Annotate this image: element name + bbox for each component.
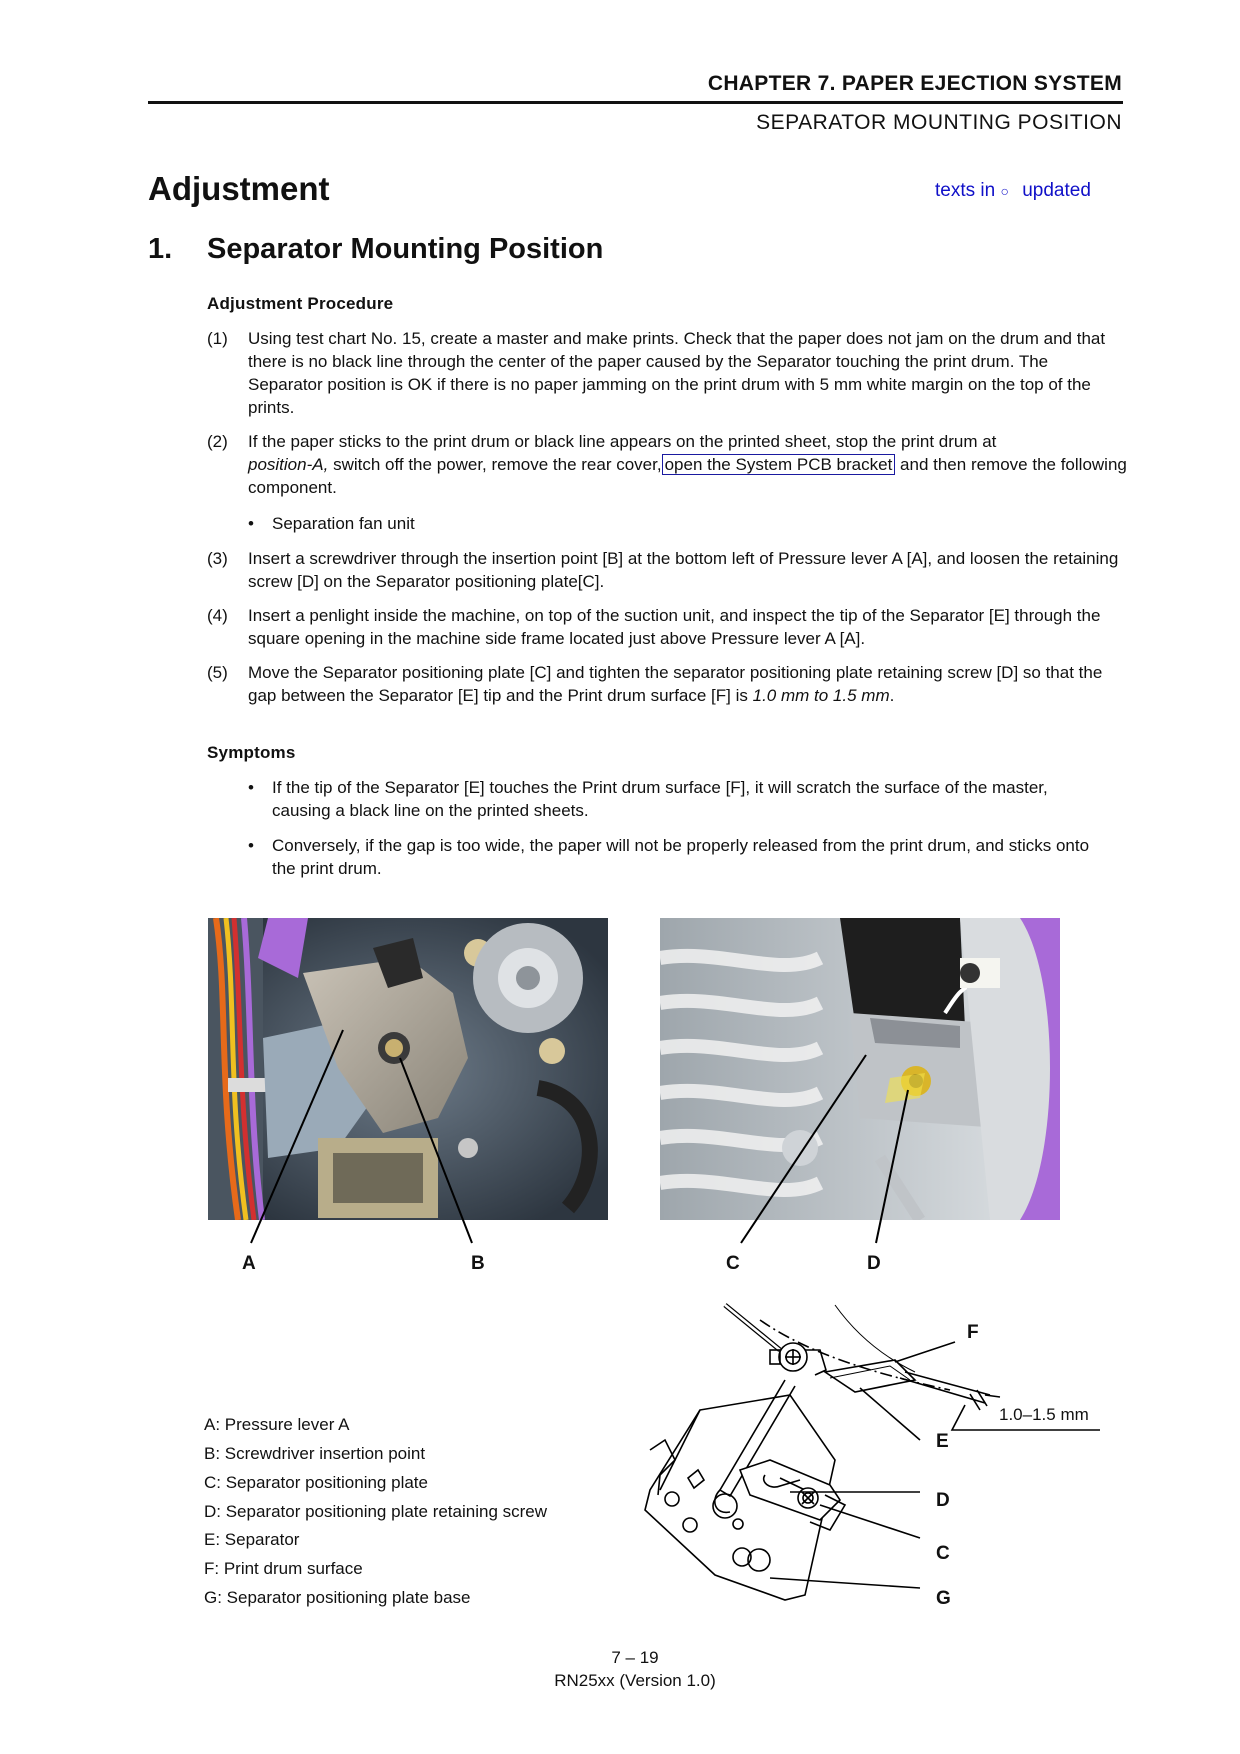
diagram-label-g: G xyxy=(936,1588,951,1609)
bullet-icon: • xyxy=(248,514,254,533)
component-bullet: • Separation fan unit xyxy=(248,514,415,533)
symptom-item: • Conversely, if the gap is too wide, the paper will not be properly released from the print drum, and sticks onto the print drum. xyxy=(248,836,1090,878)
legend-item-d: D: Separator positioning plate retaining screw xyxy=(204,1502,548,1521)
separator-diagram xyxy=(630,1300,1130,1620)
step-text: If the paper sticks to the print drum or black line appears on the printed sheet, stop the print drum at position-A, switch off the power, remove the rear cover, open the System PCB bracket and then remove the following component. xyxy=(248,432,1127,497)
step-text: Insert a penlight inside the machine, on top of the suction unit, and inspect the tip of the Separator [E] through the square opening in the machine side frame located just above Pressure lever A [A]. xyxy=(248,606,1101,648)
diagram-label-d: D xyxy=(936,1490,950,1511)
gap-dimension-label: 1.0–1.5 mm xyxy=(999,1405,1089,1424)
circle-marker-icon: ○ xyxy=(1000,183,1009,199)
heading-text: Separator Mounting Position xyxy=(207,233,604,265)
legend-item-c: C: Separator positioning plate xyxy=(204,1473,428,1492)
photo-label-c: C xyxy=(726,1253,740,1274)
heading-number: 1. xyxy=(148,233,173,265)
update-note-prefix: texts in xyxy=(935,180,996,201)
legend-item-g: G: Separator positioning plate base xyxy=(204,1588,471,1607)
step-text: Using test chart No. 15, create a master and make prints. Check that the paper does not jam on the drum and that there is no black line through the center of the paper caused by the Separator touching the print drum. The Separator position is OK if there is no paper jamming on the print drum with 5 mm white margin on the top of the prints. xyxy=(248,329,1106,417)
legend-item-b: B: Screwdriver insertion point xyxy=(204,1444,426,1463)
legend-item-f: F: Print drum surface xyxy=(204,1559,363,1578)
legend-item-a: A: Pressure lever A xyxy=(204,1415,350,1434)
diagram-label-c: C xyxy=(936,1543,950,1564)
position-a-text: position-A, xyxy=(248,455,329,474)
section-title: SEPARATOR MOUNTING POSITION xyxy=(756,111,1122,134)
step-number: (1) xyxy=(207,329,228,348)
photo-label-b: B xyxy=(471,1253,485,1274)
update-note-suffix: updated xyxy=(1022,180,1091,201)
symptoms-title: Symptoms xyxy=(207,743,296,762)
step-text: Move the Separator positioning plate [C] and tighten the separator positioning plate retaining screw [D] so that the gap between the Separator [E] tip and the Print drum surface [F] is 1.0 mm to 1.5 mm. xyxy=(248,663,1103,705)
gap-spec-text: 1.0 mm to 1.5 mm xyxy=(752,686,890,705)
step-number: (4) xyxy=(207,606,228,625)
model-version: RN25xx (Version 1.0) xyxy=(554,1671,716,1690)
procedure-title: Adjustment Procedure xyxy=(207,294,394,313)
step-number: (3) xyxy=(207,549,228,568)
photo-label-a: A xyxy=(242,1253,256,1274)
diagram-label-e: E xyxy=(936,1431,949,1452)
bullet-icon: • xyxy=(248,836,254,855)
chapter-title: CHAPTER 7. PAPER EJECTION SYSTEM xyxy=(707,72,1122,95)
system-pcb-bracket-link[interactable]: open the System PCB bracket xyxy=(662,454,896,475)
step-text: Insert a screwdriver through the insertion point [B] at the bottom left of Pressure lever A [A], and loosen the retaining screw [D] on the Separator positioning plate[C]. xyxy=(248,549,1119,591)
page-title: Adjustment xyxy=(148,170,330,207)
page-number: 7 – 19 xyxy=(611,1648,659,1667)
bullet-icon: • xyxy=(248,778,254,797)
photo-label-d: D xyxy=(867,1253,881,1274)
legend-item-e: E: Separator xyxy=(204,1530,300,1549)
step-number: (5) xyxy=(207,663,228,682)
diagram-label-f: F xyxy=(967,1322,979,1343)
step-number: (2) xyxy=(207,432,228,451)
symptom-item: • If the tip of the Separator [E] touches the Print drum surface [F], it will scratch the surface of the master, causing a black line on the printed sheets. xyxy=(248,778,1048,820)
